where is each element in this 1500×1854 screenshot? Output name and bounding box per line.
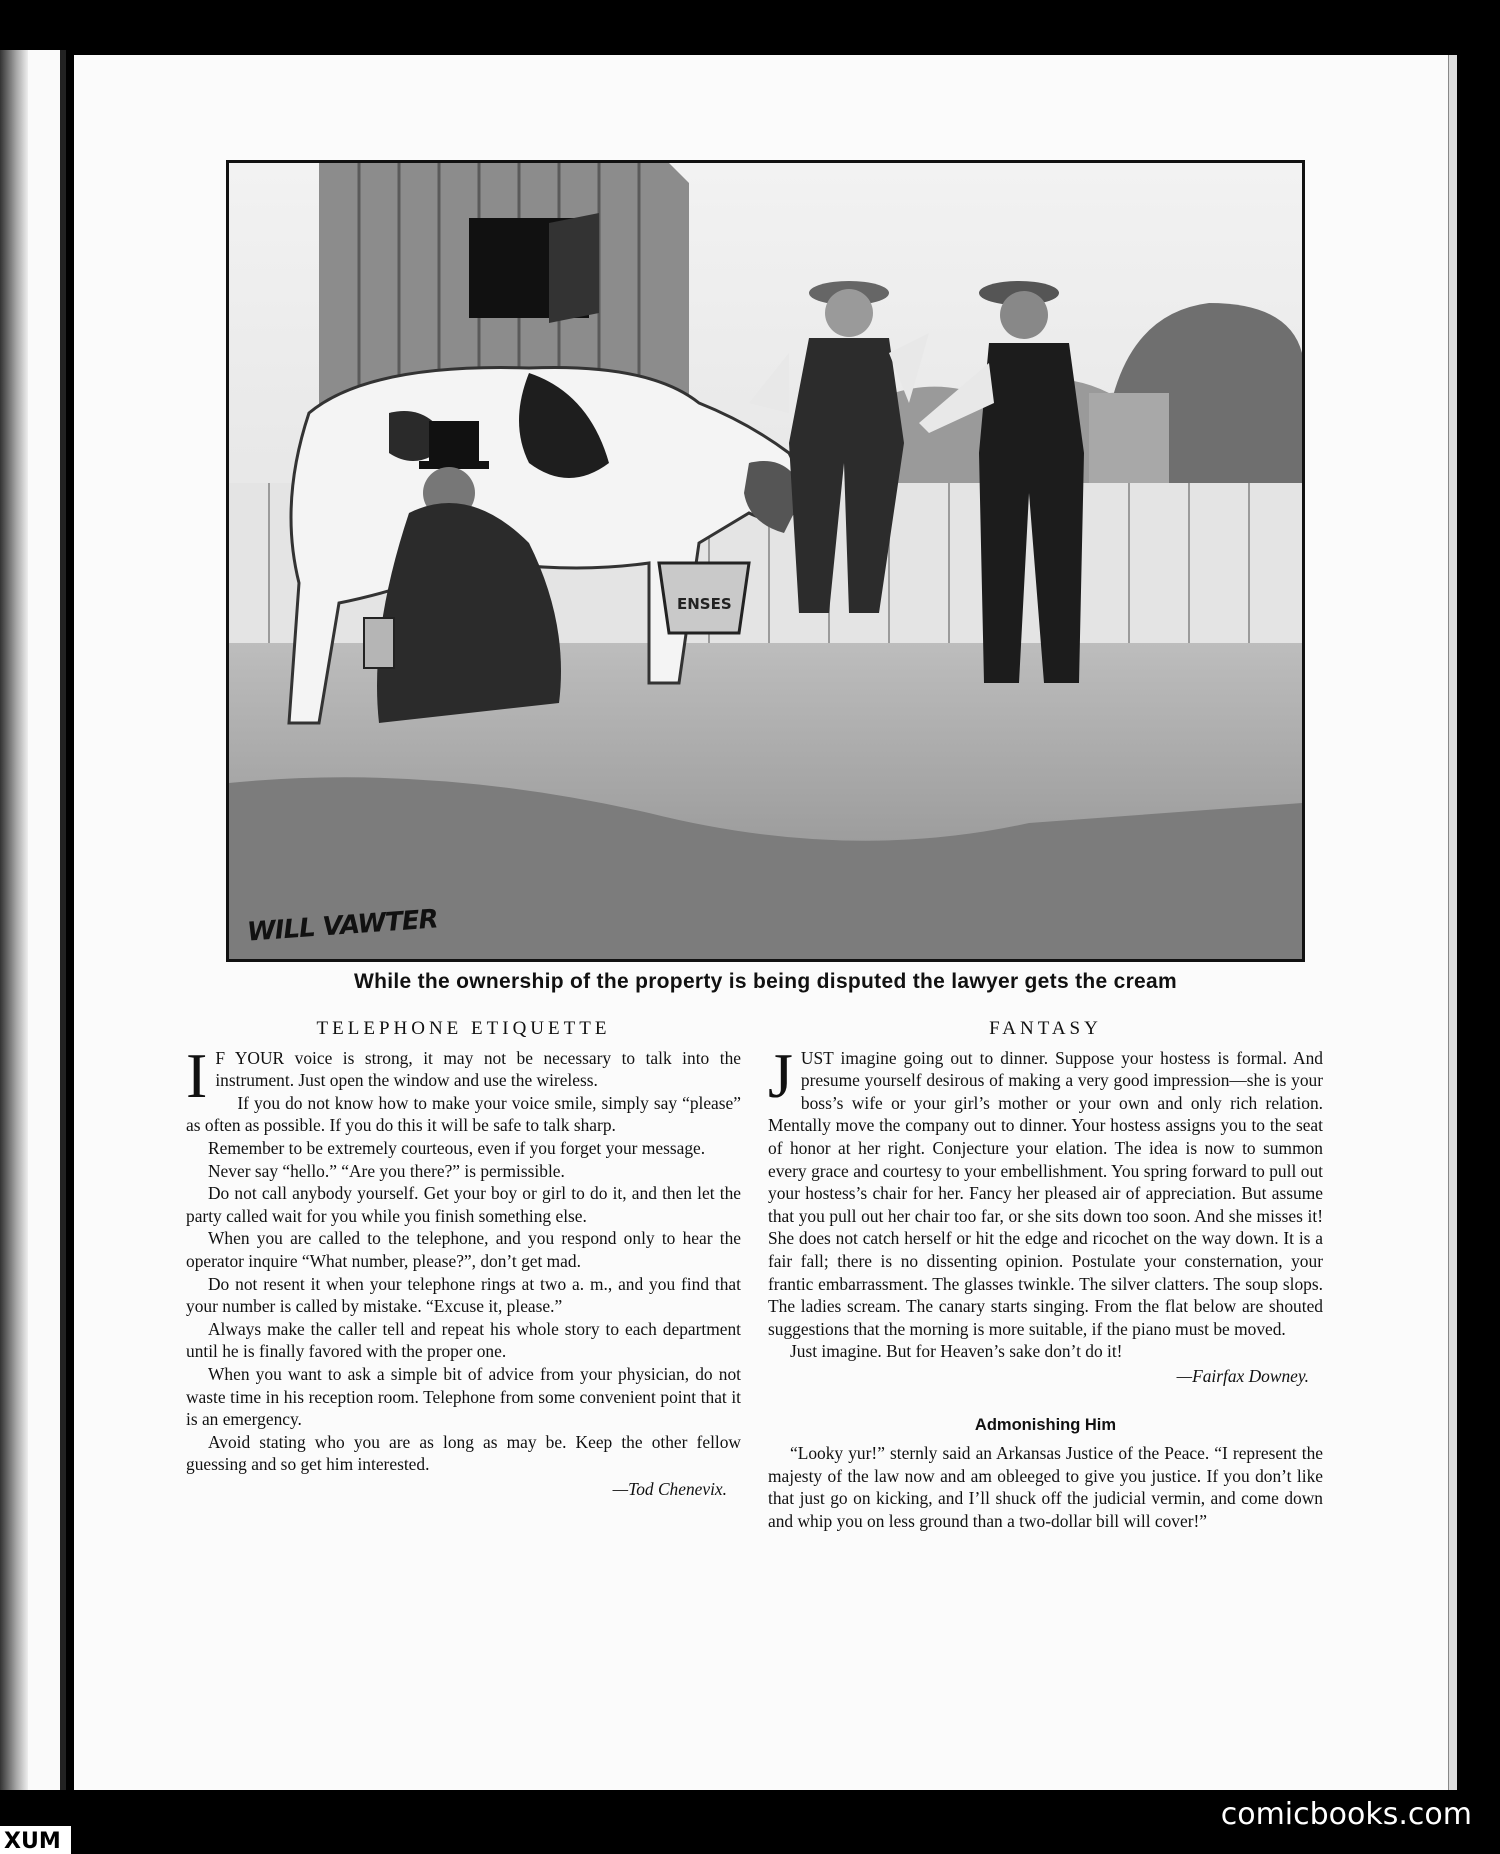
sub-article-paragraph: “Looky yur!” sternly said an Arkansas Justice of the Peace. “I represent the majesty of the law now and am obleeged to give you justice. If you don’t like that just go on kicking, and I’ll shuck off the judicial vermin, and come down and whip you on less ground than a two-dollar bill will cover!” [768,1443,1323,1531]
article-paragraph: Never say “hello.” “Are you there?” is permissible. [208,1160,565,1181]
cartoon-illustration [226,160,1305,962]
article-paragraph [186,1039,741,1111]
article-paragraph: If you do not know how to make your voice smile, simply say “please” as often as possible. If you do this it will be safe to talk sharp. [186,1092,741,1136]
article-paragraph: Just imagine. But for Heaven’s sake don’t do it! [790,1341,1123,1362]
article-paragraph: When you want to ask a simple bit of advice from your physician, do not waste time in his reception room. Telephone from some convenient point that it is an emergency. [186,1363,741,1430]
paragraph-text: F YOUR voice is strong, it may not be necessary to talk into the instrument. Just open the window and use the wireless. [215,1047,741,1091]
illustration-caption: While the ownership of the property is being disputed the lawyer gets the cream [353,970,1177,993]
article-paragraph: Do not resent it when your telephone rings at two a. m., and you find that your number is called by mistake. “Excuse it, please.” [186,1273,741,1317]
window-shutter [549,213,599,323]
top-hat [429,421,479,466]
milk-pail [364,618,394,668]
bucket-label: ENSES [677,595,732,613]
scan-corner-tag: XUM [0,1826,71,1854]
article-paragraph: Remember to be extremely courteous, even if you forget your message. [208,1137,706,1158]
spine-shadow [0,50,28,1790]
article-heading: TELEPHONE ETIQUETTE [316,1018,611,1039]
article-paragraph: Always make the caller tell and repeat his whole story to each department until he is finally favored with the proper one. [186,1318,741,1362]
drop-cap: I [186,1039,208,1111]
drop-cap: J [768,1039,793,1111]
paragraph-text: UST imagine going out to dinner. Suppose your hostess is formal. And presume yourself desirous of making a very good impression—she is your boss’s wife or your girl’s mother or your own and only rich relation. Mentally move the company out to dinner. Your hostess assigns you to the seat of honor at her right. Conjecture your elation. The idea is now to summon every grace and courtesy to your embellishment. You spring forward to pull out your hostess’s chair for her. Fancy her pleased air of appreciation. But assume that you pull out her chair too far, or she sits down too soon. And she misses it! She does not catch herself or hit the edge and ricochet on the way down. It is a fair fall; there is no dissenting opinion. Postulate your consternation, your frantic embarrassment. The glasses twinkle. The silver clatters. The soup slops. The ladies scream. The canary starts singing. From the flat below are shouted suggestions that the morning is more suitable, if the piano must be moved. [768,1047,1323,1339]
article-heading: FANTASY [989,1018,1102,1039]
site-watermark: comicbooks.com [1220,1797,1472,1832]
illustration-drawing [229,163,1302,959]
article-paragraph: Avoid stating who you are as long as may be. Keep the other fellow guessing and so get him interested. [186,1431,741,1475]
farmer-1-head [825,289,873,337]
page-edge [1448,55,1457,1790]
article-paragraph: Do not call anybody yourself. Get your boy or girl to do it, and then let the party called wait for you while you finish something else. [186,1183,741,1226]
article-paragraph: When you are called to the telephone, and you respond only to hear the operator inquire “What number, please?”, don’t get mad. [186,1228,741,1271]
fantasy-column [768,1018,1323,1532]
article-paragraph [768,1039,1323,1341]
distant-barn [1089,393,1169,483]
farmer-2-head [1000,291,1048,339]
author-byline: —Fairfax Downey. [1176,1365,1309,1386]
author-byline: —Tod Chenevix. [612,1478,727,1499]
artist-signature: WILL VAWTER [246,904,439,948]
sub-article-heading: Admonishing Him [974,1415,1117,1434]
telephone-etiquette-column [186,1018,741,1500]
